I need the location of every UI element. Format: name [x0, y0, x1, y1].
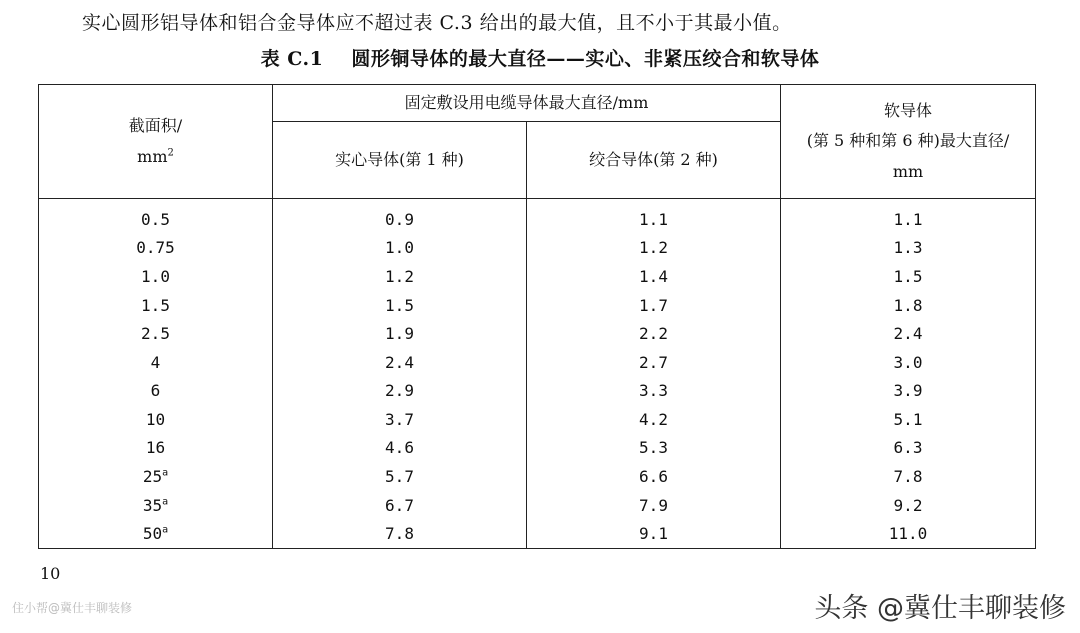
- cell-area-value: 25: [142, 466, 163, 486]
- cell-solid-value: 1.2: [385, 267, 414, 287]
- cell-stranded-value: 1.4: [639, 267, 668, 287]
- cell-stranded-value: 1.7: [639, 295, 668, 315]
- header-area-unit: mm: [137, 146, 168, 166]
- cell-area: [39, 434, 273, 463]
- header-flexible: [781, 85, 1036, 199]
- cell-solid-value: 2.9: [385, 381, 414, 401]
- cell-area-value: 0.75: [136, 238, 175, 258]
- footnote-mark: a: [162, 496, 169, 508]
- cell-stranded: [527, 462, 781, 491]
- cell-flexible: [781, 491, 1036, 520]
- cell-flexible: [781, 319, 1036, 348]
- conductor-diameter-table: [38, 84, 1036, 549]
- cell-stranded-value: 2.2: [639, 324, 668, 344]
- cell-area: [39, 405, 273, 434]
- header-area-unit-sup: 2: [167, 147, 174, 159]
- cell-stranded: [527, 348, 781, 377]
- cell-solid: [273, 377, 527, 406]
- cell-solid-value: 1.9: [385, 324, 414, 344]
- cell-stranded: [527, 405, 781, 434]
- cell-stranded: [527, 262, 781, 291]
- table-row: [39, 519, 1036, 548]
- cell-flexible-value: 2.4: [893, 324, 923, 344]
- cell-flexible: [781, 462, 1036, 491]
- cell-stranded-value: 2.7: [639, 352, 668, 372]
- cell-solid: [273, 434, 527, 463]
- cell-stranded: [527, 519, 781, 548]
- table-row: [39, 348, 1036, 377]
- cell-solid: [273, 262, 527, 291]
- header-area-label: 截面积/: [128, 116, 183, 136]
- cell-flexible: [781, 234, 1036, 263]
- cell-flexible-value: 7.8: [893, 466, 923, 486]
- cell-flexible-value: 6.3: [893, 438, 923, 458]
- table-caption: [0, 44, 1080, 71]
- cell-area: [39, 519, 273, 548]
- header-flexible-line1: 软导体: [883, 100, 932, 120]
- cell-solid-value: 5.7: [385, 466, 414, 486]
- table-row: [39, 491, 1036, 520]
- cell-solid: [273, 199, 527, 234]
- cell-flexible-value: 11.0: [888, 524, 928, 544]
- cell-solid-value: 1.0: [385, 238, 414, 258]
- cell-stranded-value: 3.3: [639, 381, 668, 401]
- cell-area-value: 6: [150, 381, 161, 401]
- cell-flexible-value: 1.1: [893, 209, 923, 229]
- cell-stranded-value: 5.3: [639, 438, 668, 458]
- cell-solid-value: 6.7: [385, 495, 414, 515]
- cell-flexible: [781, 262, 1036, 291]
- cell-area-value: 50: [142, 524, 163, 544]
- table-row: [39, 262, 1036, 291]
- cell-area-value: 35: [142, 495, 163, 515]
- header-area: [39, 85, 273, 199]
- cell-stranded: [527, 319, 781, 348]
- cell-flexible-value: 1.3: [893, 238, 923, 258]
- cell-area-value: 10: [145, 409, 166, 429]
- cell-flexible-value: 5.1: [893, 409, 923, 429]
- cell-flexible-value: 1.8: [893, 295, 923, 315]
- cell-flexible: [781, 377, 1036, 406]
- cell-solid: [273, 234, 527, 263]
- cell-flexible-value: 1.5: [893, 267, 923, 287]
- cell-area-value: 4: [150, 352, 161, 372]
- cell-area-value: 2.5: [141, 324, 170, 344]
- cell-area: [39, 199, 273, 234]
- cell-area-value: 1.5: [141, 295, 170, 315]
- table-row: [39, 405, 1036, 434]
- table-row: [39, 377, 1036, 406]
- cell-solid: [273, 348, 527, 377]
- cell-solid-value: 2.4: [385, 352, 414, 372]
- table-row: [39, 434, 1036, 463]
- cell-solid-value: 7.8: [385, 524, 414, 544]
- cell-area: [39, 377, 273, 406]
- cell-solid: [273, 519, 527, 548]
- cell-area: [39, 291, 273, 320]
- table-row: [39, 234, 1036, 263]
- cell-flexible-value: 3.0: [893, 352, 923, 372]
- cell-area-value: 1.0: [141, 267, 170, 287]
- cell-stranded: [527, 491, 781, 520]
- cell-stranded-value: 6.6: [639, 466, 668, 486]
- cell-solid: [273, 291, 527, 320]
- cell-area: [39, 491, 273, 520]
- cell-stranded-value: 9.1: [639, 524, 668, 544]
- table-title: 圆形铜导体的最大直径——实心、非紧压绞合和软导体: [351, 48, 820, 70]
- cell-stranded-value: 1.2: [639, 238, 668, 258]
- cell-stranded: [527, 234, 781, 263]
- header-stranded: 绞合导体(第 2 种): [527, 122, 781, 199]
- cell-solid: [273, 462, 527, 491]
- cell-area: [39, 234, 273, 263]
- intro-paragraph: 实心圆形铝导体和铝合金导体应不超过表 C.3 给出的最大值，且不小于其最小值。: [82, 12, 792, 34]
- cell-area: [39, 262, 273, 291]
- cell-solid: [273, 405, 527, 434]
- cell-solid-value: 0.9: [385, 209, 414, 229]
- cell-solid: [273, 319, 527, 348]
- cell-stranded: [527, 291, 781, 320]
- cell-area-value: 16: [145, 438, 166, 458]
- table-row: [39, 199, 1036, 234]
- cell-flexible-value: 3.9: [893, 381, 923, 401]
- cell-area: [39, 319, 273, 348]
- cell-stranded-value: 7.9: [639, 495, 668, 515]
- watermark-zhuxiaobang: 住小帮@冀仕丰聊装修: [12, 601, 133, 615]
- cell-area: [39, 348, 273, 377]
- page-number: 10: [40, 564, 61, 583]
- cell-flexible-value: 9.2: [893, 495, 923, 515]
- header-flexible-line3: mm: [892, 161, 924, 181]
- cell-stranded-value: 1.1: [639, 209, 668, 229]
- cell-solid-value: 3.7: [385, 409, 414, 429]
- table-body: [39, 199, 1036, 549]
- footnote-mark: a: [162, 467, 169, 479]
- cell-flexible: [781, 348, 1036, 377]
- header-fixed-group: 固定敷设用电缆导体最大直径/mm: [273, 85, 781, 122]
- cell-flexible: [781, 434, 1036, 463]
- footnote-mark: a: [162, 524, 169, 536]
- cell-stranded: [527, 434, 781, 463]
- table-row: [39, 291, 1036, 320]
- cell-flexible: [781, 199, 1036, 234]
- cell-stranded-value: 4.2: [639, 409, 668, 429]
- cell-stranded: [527, 377, 781, 406]
- table-number: 表 C.1: [260, 48, 324, 70]
- cell-solid-value: 4.6: [385, 438, 414, 458]
- header-flexible-line2: (第 5 种和第 6 种)最大直径/: [806, 131, 1010, 151]
- cell-stranded: [527, 199, 781, 234]
- cell-solid: [273, 491, 527, 520]
- cell-solid-value: 1.5: [385, 295, 414, 315]
- cell-flexible: [781, 291, 1036, 320]
- cell-area-value: 0.5: [141, 209, 170, 229]
- header-solid: 实心导体(第 1 种): [273, 122, 527, 199]
- cell-flexible: [781, 405, 1036, 434]
- cell-area: [39, 462, 273, 491]
- cell-flexible: [781, 519, 1036, 548]
- table-row: [39, 462, 1036, 491]
- table-row: [39, 319, 1036, 348]
- watermark-toutiao: 头条 @冀仕丰聊装修: [814, 593, 1066, 624]
